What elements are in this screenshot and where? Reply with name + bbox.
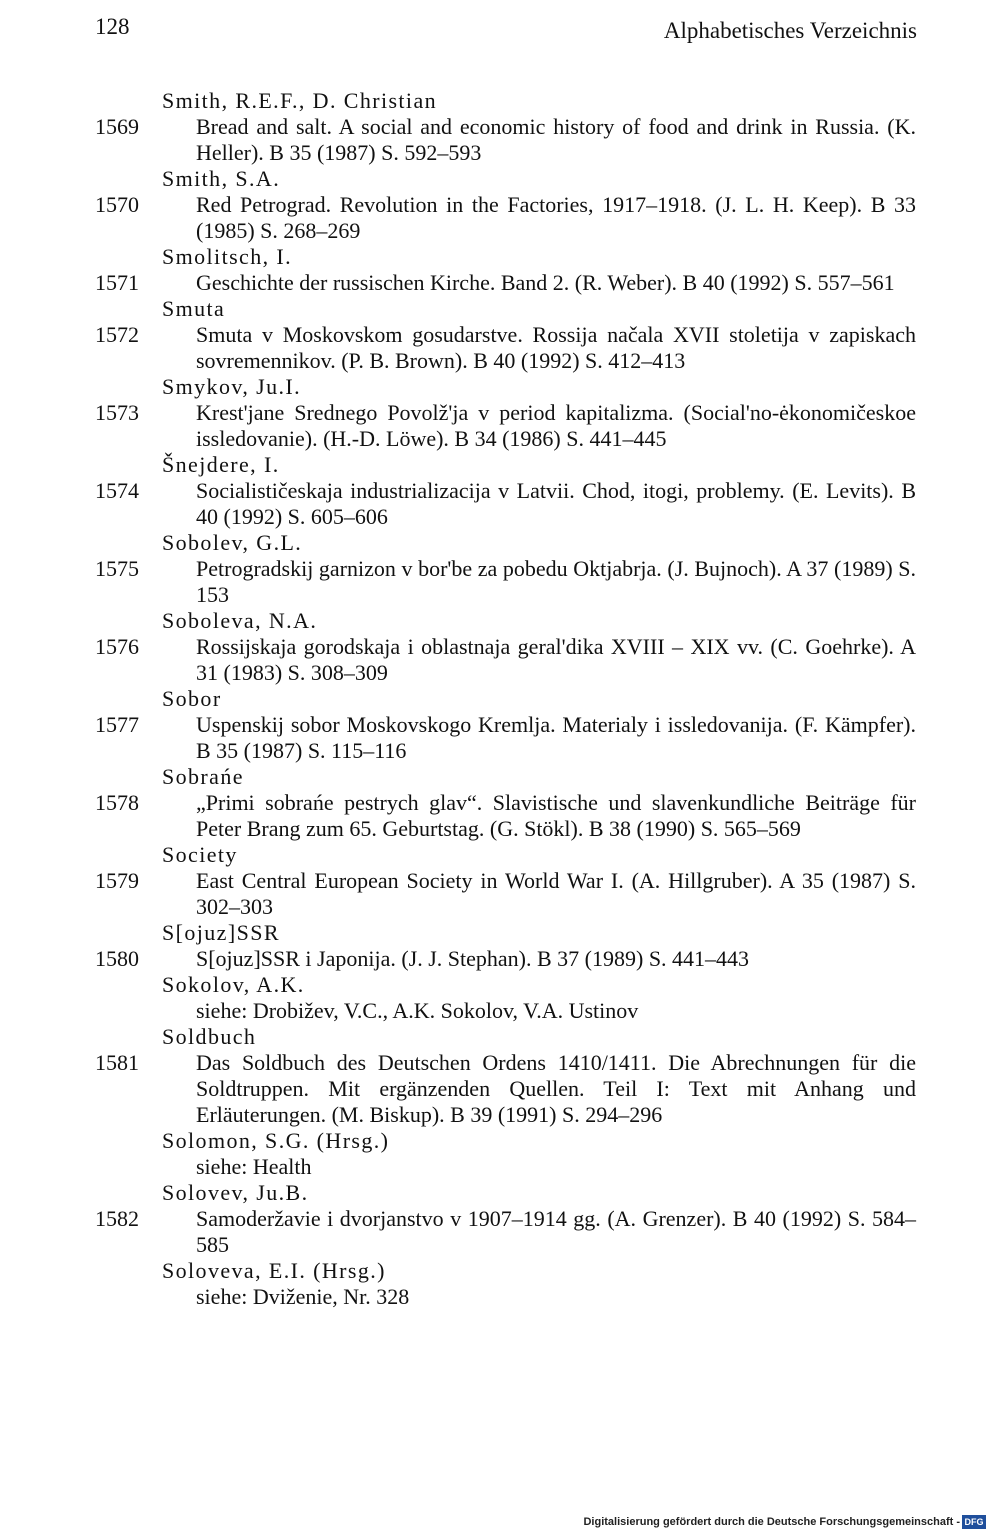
entry-author: Sobor (162, 686, 222, 711)
reference-text: Petrogradskij garnizon v bor'be za pobedu Oktjabrja. (J. Bujnoch). A 37 (1989) S. 153 (196, 556, 916, 607)
reference-number: 1569 (95, 114, 139, 139)
entry-reference (0, 322, 1000, 374)
index-entry (0, 166, 1000, 244)
reference-text: Uspenskij sobor Moskovskogo Kremlja. Materialy i issledovanija. (F. Kämpfer). B 35 (1987) S. 115–116 (196, 712, 916, 763)
index-entry (0, 686, 1000, 764)
entry-author: Smuta (162, 296, 226, 321)
entry-author: Solovev, Ju.B. (162, 1180, 309, 1205)
index-entry (0, 1128, 1000, 1180)
reference-text: Rossijskaja gorodskaja i oblastnaja geral'dika XVIII – XIX vv. (C. Goehrke). A 31 (1983) S. 308–309 (196, 634, 916, 685)
entry-reference (0, 634, 1000, 686)
reference-text: Red Petrograd. Revolution in the Factories, 1917–1918. (J. L. H. Keep). B 33 (1985) S. 268–269 (196, 192, 916, 243)
reference-text: East Central European Society in World War I. (A. Hillgruber). A 35 (1987) S. 302–303 (196, 868, 916, 919)
reference-text: Geschichte der russischen Kirche. Band 2. (R. Weber). B 40 (1992) S. 557–561 (196, 270, 895, 295)
entry-author: Soboleva, N.A. (162, 608, 318, 633)
see-also: siehe: Health (196, 1154, 312, 1179)
entry-author: Sobolev, G.L. (162, 530, 303, 555)
reference-number: 1578 (95, 790, 139, 815)
entry-reference (0, 790, 1000, 842)
reference-number: 1574 (95, 478, 139, 503)
reference-text: Samoderžavie i dvorjanstvo v 1907–1914 gg. (A. Grenzer). B 40 (1992) S. 584–585 (196, 1206, 916, 1257)
page-number: 128 (95, 14, 130, 39)
index-entry (0, 972, 1000, 1024)
entry-author: Soloveva, E.I. (Hrsg.) (162, 1258, 386, 1283)
reference-number: 1580 (95, 946, 139, 971)
reference-text: „Primi sobrańe pestrych glav“. Slavistische und slavenkundliche Beiträge für Peter Brang zum 65. Geburtstag. (G. Stökl). B 38 (1990) S. 565–569 (196, 790, 916, 841)
entry-reference (0, 192, 1000, 244)
index-entries (0, 88, 1000, 1310)
entry-reference (0, 478, 1000, 530)
index-entry (0, 1258, 1000, 1310)
reference-number: 1577 (95, 712, 139, 737)
entry-author: Soldbuch (162, 1024, 257, 1049)
reference-number: 1576 (95, 634, 139, 659)
entry-author: Šnejdere, I. (162, 452, 280, 477)
reference-number: 1571 (95, 270, 139, 295)
index-entry (0, 452, 1000, 530)
entry-author: S[ojuz]SSR (162, 920, 280, 945)
reference-text: Krest'jane Srednego Povolž'ja v period kapitalizma. (Social'no-ėkonomičeskoe issledovanie). (H.-D. Löwe). B 34 (1986) S. 441–445 (196, 400, 916, 451)
reference-number: 1573 (95, 400, 139, 425)
index-entry (0, 764, 1000, 842)
entry-author: Sokolov, A.K. (162, 972, 305, 997)
entry-author: Smolitsch, I. (162, 244, 293, 269)
running-head: Alphabetisches Verzeichnis (663, 18, 917, 43)
reference-number: 1570 (95, 192, 139, 217)
reference-text: Socialističeskaja industrializacija v Latvii. Chod, itogi, problemy. (E. Levits). B 40 (1992) S. 605–606 (196, 478, 916, 529)
digitization-credit: Digitalisierung gefördert durch die Deutsche Forschungsgemeinschaft - (583, 1516, 960, 1528)
reference-number: 1581 (95, 1050, 139, 1075)
dfg-logo: DFG (962, 1515, 986, 1529)
reference-number: 1579 (95, 868, 139, 893)
entry-author: Smykov, Ju.I. (162, 374, 302, 399)
entry-reference (0, 946, 1000, 972)
entry-reference (0, 1050, 1000, 1128)
see-also: siehe: Dviženie, Nr. 328 (196, 1284, 410, 1309)
reference-text: Bread and salt. A social and economic history of food and drink in Russia. (K. Heller). B 35 (1987) S. 592–593 (196, 114, 916, 165)
entry-reference (0, 400, 1000, 452)
index-entry (0, 920, 1000, 972)
index-entry (0, 296, 1000, 374)
index-entry (0, 374, 1000, 452)
entry-reference (0, 270, 1000, 296)
index-entry (0, 530, 1000, 608)
reference-number: 1572 (95, 322, 139, 347)
reference-text: S[ojuz]SSR i Japonija. (J. J. Stephan). B 37 (1989) S. 441–443 (196, 946, 750, 971)
reference-text: Das Soldbuch des Deutschen Ordens 1410/1411. Die Abrechnungen für die Soldtruppen. Mit ergänzenden Quellen. Teil I: Text mit Anhang und Erläuterungen. (M. Biskup). B 39 (1991) S. 294–296 (196, 1050, 916, 1127)
index-entry (0, 608, 1000, 686)
entry-reference (0, 1206, 1000, 1258)
index-entry (0, 1024, 1000, 1128)
index-entry (0, 842, 1000, 920)
entry-reference (0, 556, 1000, 608)
see-also: siehe: Drobižev, V.C., A.K. Sokolov, V.A. Ustinov (196, 998, 639, 1023)
reference-number: 1582 (95, 1206, 139, 1231)
entry-author: Smith, R.E.F., D. Christian (162, 88, 438, 113)
entry-reference (0, 712, 1000, 764)
entry-reference (0, 868, 1000, 920)
reference-number: 1575 (95, 556, 139, 581)
reference-text: Smuta v Moskovskom gosudarstve. Rossija načala XVII stoletija v zapiskach sovremennikov. (P. B. Brown). B 40 (1992) S. 412–413 (196, 322, 916, 373)
index-entry (0, 88, 1000, 166)
entry-author: Smith, S.A. (162, 166, 281, 191)
entry-author: Sobrańe (162, 764, 244, 789)
index-entry (0, 1180, 1000, 1258)
entry-reference (0, 114, 1000, 166)
entry-author: Solomon, S.G. (Hrsg.) (162, 1128, 390, 1153)
entry-author: Society (162, 842, 238, 867)
index-entry (0, 244, 1000, 296)
